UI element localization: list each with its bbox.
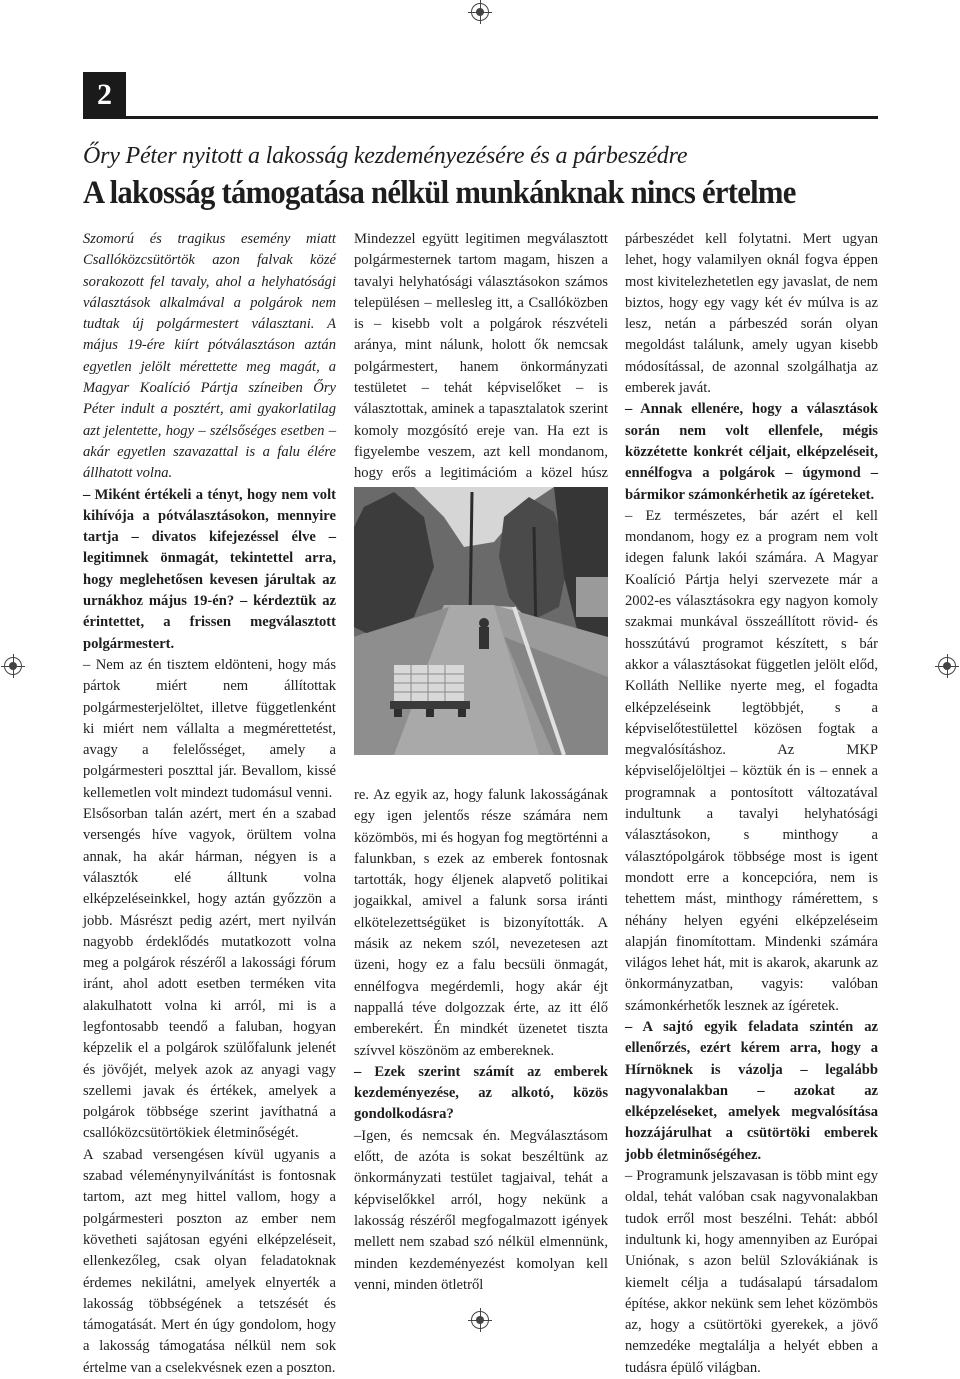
column-3 xyxy=(625,229,878,1379)
interview-question: – A sajtó egyik feladata szintén az ellenőrzés, ezért kérem arra, hogy a Hírnöknek is vázolja – legalább nagyvonalakban – azokat az elképzeléseket, amelyek megvalósítása hozzájárulhat a csütörtöki emberek jobb életminőségéhez. xyxy=(625,1018,878,1163)
answer-paragraph: Mindezzel együtt legitimen megválasztott polgármesternek tartom magam, hiszen a tavalyi helyhatósági választásokon számos településen – mellesleg itt, a Csallóközben is – kisebb volt a polgárok részvételi aránya, mint nálunk, holott ők nemcsak polgármestert, hanem önkormányzati testületet – tehát képviselőket – is választottak, aminek a tapasztalatok szerint komoly mozgósító ereje van. Ha ezt is figyelembe veszem, azt kell mondanom, hogy erős a legitimációm a közel húsz xyxy=(354,231,608,482)
article-kicker: Őry Péter nyitott a lakosság kezdeményezésére és a párbeszédre xyxy=(83,143,688,169)
column-1 xyxy=(83,229,336,1379)
header-rule xyxy=(83,116,878,119)
answer-paragraph: – Programunk jelszavasan is több mint egy oldal, tehát valóban csak nagyvonalakban tudok erről most beszélni. Tehát: abból indultunk ki, hogy amennyiben az Európai Uniónak, s azon belül Szlovákiának is kiemelt célja a tudásalapú társadalom építése, akkor nekünk sem lehet közömbös az, hogy a csütörtöki gyerekek, a jövő nemzedéke megtalálja a helyét ebben a tudásra épülő világban. xyxy=(625,1168,878,1376)
column-2-bottom xyxy=(354,785,608,1296)
interview-question: – Annak ellenére, hogy a választások során nem volt ellenfele, mégis közzétette konkrét céljait, elképzeléseit, ennélfogva a polgárok – úgymond – bármikor számonkérhetik az ígéreteket. xyxy=(625,401,878,503)
article-lead: Szomorú és tragikus esemény miatt Csallóközcsütörtök azon falvak közé sorakozott fel tavaly, ahol a helyhatósági választások alkalmával a polgárok nem tudtak új polgármestert választani. A május 19-ére kiírt pótválasztáson aztán egyetlen jelölt mérettette meg magát, a Magyar Koalíció Pártja színeiben Őry Péter indult a posztért, ami gyakorlatilag azt jelentette, hogy – szélsőséges esetben – akár egyetlen szavazattal is a falu élére állhatott volna. xyxy=(83,231,336,482)
column-2-top xyxy=(354,229,608,527)
interview-question: – Ezek szerint számít az emberek kezdeményezése, az alkotó, közös gondolkodásra? xyxy=(354,1063,608,1123)
registration-mark-top-icon xyxy=(471,3,489,21)
registration-mark-bottom-icon xyxy=(471,1311,489,1329)
page-number: 2 xyxy=(83,72,126,118)
registration-mark-right-icon xyxy=(938,657,956,675)
answer-paragraph: –Igen, és nemcsak én. Megválasztásom előtt, de azóta is sokat beszéltünk az önkormányzati testület tagjaival, tehát a képviselőkkel arról, hogy nekünk a lakosság részéről megfogalmazott igények mellett nem szabad szó nélkül elmennünk, minden kezdeményezést komolyan kell venni, minden ötletről xyxy=(354,1127,608,1293)
answer-paragraph: párbeszédet kell folytatni. Mert ugyan lehet, hogy valamilyen oknál fogva éppen most kivitelezhetetlen egy javaslat, de nem biztos, hogy egy vagy két év múlva is az lesz, netán a párbeszéd során olyan megoldást találunk, amely ugyan kisebb módosítással, de azonnal szolgálhatja az emberek javát. xyxy=(625,231,878,397)
registration-mark-left-icon xyxy=(4,657,22,675)
answer-paragraph: Elsősorban talán azért, mert én a szabad versengés híve vagyok, örültem volna annak, ha akár hárman, négyen is a választók elé álltunk volna elképzeléseinkkel, hogy aztán győzzön a jobb. Másrészt pedig azért, mert nyilván nagyobb érdeklődés mutatkozott volna meg a polgárok részéről a lakossági fórum iránt, ahol adott esetben terméken vita alakulhatott volna ki arról, mi is a legfontosabb teendő a faluban, hogyan képzelik el a polgárok szülőfalunk jelenét és jövőjét, melyek azok az anyagi vagy szellemi javak és értékek, amelyek a polgárok többsége szerint javíthatná a csallóközcsütörtökiek életminőségét. xyxy=(83,806,336,1142)
answer-paragraph: – Nem az én tisztem eldönteni, hogy más pártok miért nem állítottak polgármesterjelöltet, illetve függetlenként ki miért nem vállalta a megmérettetést, avagy a felelősséget, amely a polgármesteri poszttal jár. Bevallom, kissé kellemetlen volt mindezt tudomásul venni. xyxy=(83,656,336,801)
street-photo xyxy=(354,487,608,755)
article-title: A lakosság támogatása nélkül munkánknak nincs értelme xyxy=(83,175,796,211)
answer-paragraph: – Ez természetes, bár azért el kell mondanom, hogy ez a program nem volt idegen falunk lakói számára. A Magyar Koalíció Pártja helyi szervezete már a 2002-es választásokra egy nagyon komoly szakmai munkával összeállított rövid- és hosszútávú programot készített, s bár akkor a választásokat független jelölt előd, Kolláth Nellike nyerte meg, el fogadta elképzeléseink legtöbbjét, s a képviselőtestülettel közösen fogtak a megvalósításhoz. Az MKP képviselőjelöltjei – köztük én is – ennek a programnak a pontosított változatával indultunk a tavalyi helyhatósági választásokon, s minthogy a választópolgárok többsége most is igent mondott erre a koncepcióra, nem is tehettem mást, minthogy rámérettem, s néhány helyen egyéni elképzeléseim alapján finomítottam. Mindenki számára világos lehet hát, mit is akarok, akarunk az önkormányzatban, vagyis: valóban számonkérhetők lesznek az ígéretek. xyxy=(625,507,878,1014)
answer-paragraph: A szabad versengésen kívül ugyanis a szabad véleménynyilvánítást is fontosnak tartom, azt meg hittel vallom, hogy a polgármesteri poszton az ember nem követheti sajátosan egyéni elképzeléseit, ellenkezőleg, csak olyan feladatoknak érdemes nekilátni, amelyek elnyerték a lakosság többségének a tetszését és támogatását. Mert én úgy gondolom, hogy a lakosság támogatása nélkül nem sok értelme van a cselekvésnek ezen a poszton. xyxy=(83,1146,336,1376)
answer-paragraph: re. Az egyik az, hogy falunk lakosságának egy igen jelentős része számára nem közömbös, mi és hogyan fog megtörténni a falunkban, s ezek az emberek fontosnak tartották, hogy éljenek alapvető politikai jogaikkal, amivel a falunk sorsa iránti elkötelezettségüket is bizonyították. A másik az nekem szól, nevezetesen azt üzeni, hogy ez a falu becsüli önmagát, ennélfogva megérdemli, hogy akár éjt nappallá téve dolgozzak érte, az itt élő emberekért. Én mindkét üzenetet tiszta szívvel köszönöm az embereknek. xyxy=(354,787,608,1059)
interview-question: – Miként értékeli a tényt, hogy nem volt kihívója a pótválasztásokon, mennyire tartja – divatos kifejezéssel élve – legitimnek önmagát, tekintettel arra, hogy meglehetősen kevesen járultak az urnákhoz május 19-én? – kérdeztük az érintettet, a frissen megválasztott polgármestert. xyxy=(83,486,336,652)
